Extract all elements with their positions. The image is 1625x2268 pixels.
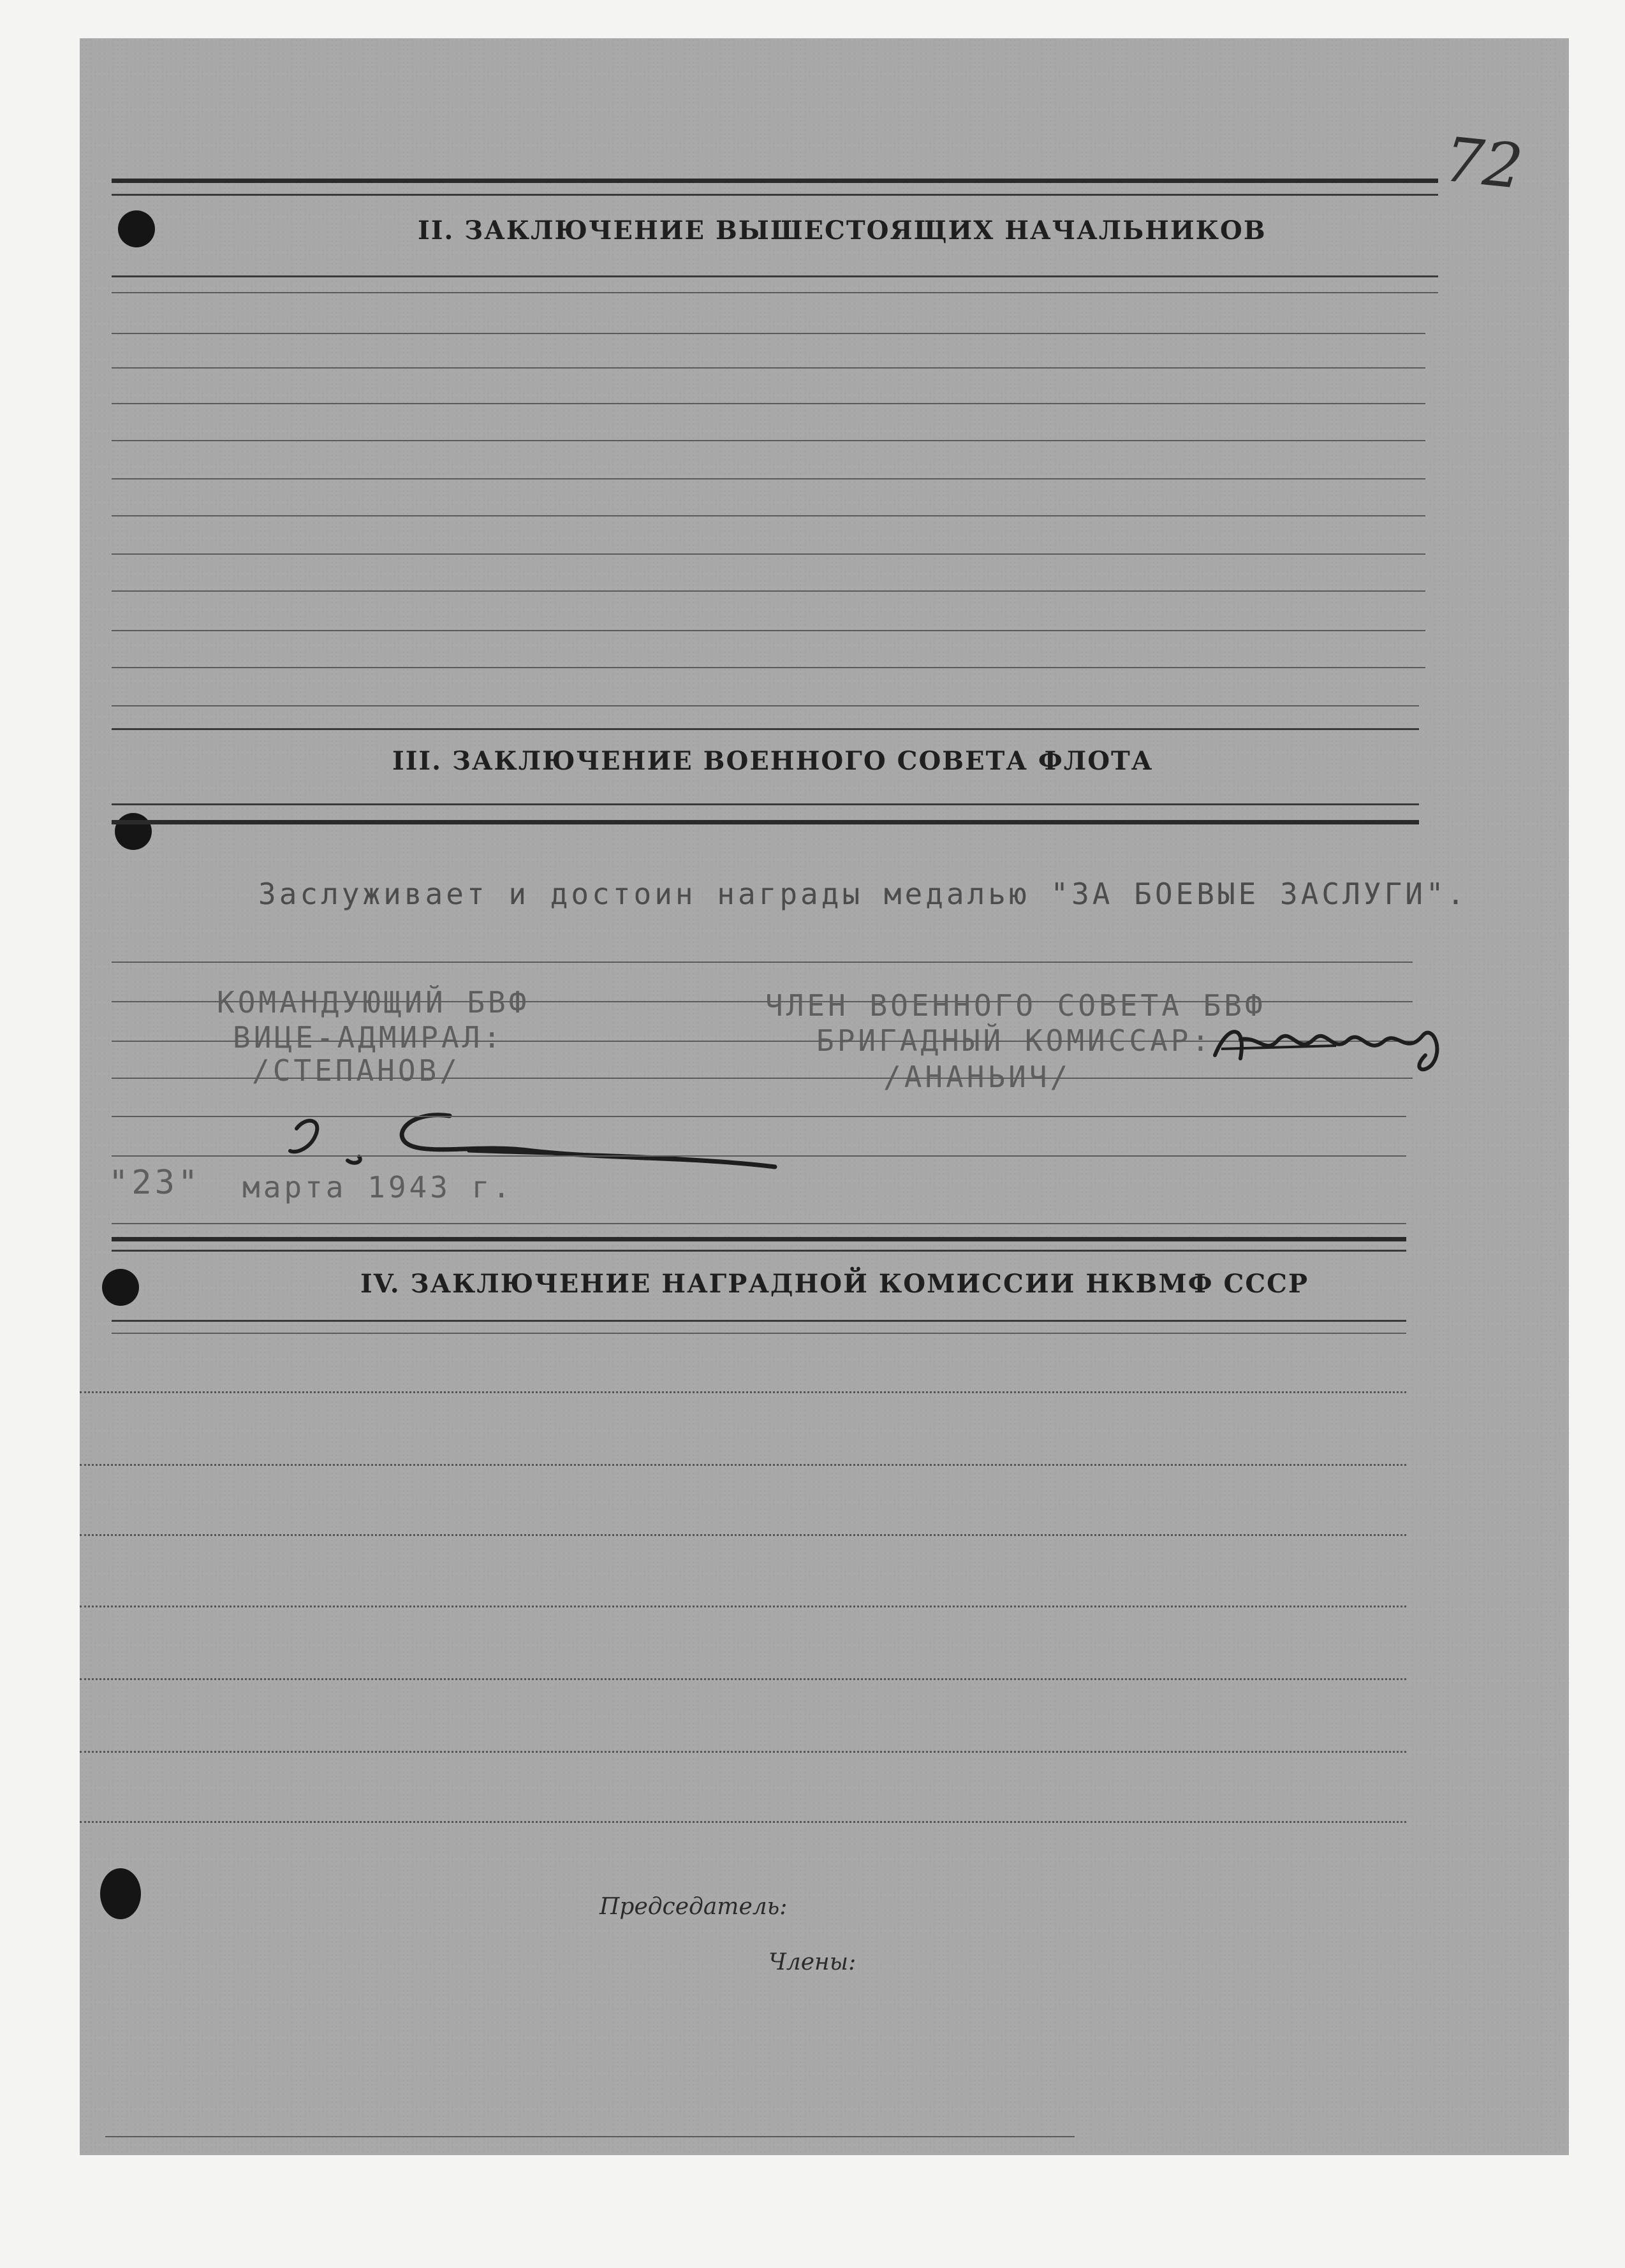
- folio-number: 72: [1441, 123, 1526, 203]
- commander-position: КОМАНДУЮЩИЙ БВФ: [217, 985, 530, 1020]
- form-line: [112, 1250, 1406, 1252]
- form-line: [112, 478, 1425, 479]
- council-member-rank: БРИГАДНЫЙ КОМИССАР:: [816, 1023, 1213, 1058]
- section-iii-heading: III. ЗАКЛЮЧЕНИЕ ВОЕННОГО СОВЕТА ФЛОТА: [392, 746, 1154, 776]
- form-line: [112, 1320, 1406, 1322]
- form-line: [112, 275, 1438, 277]
- form-line: [112, 292, 1438, 293]
- members-label: Члены:: [768, 1949, 857, 1975]
- form-line: [112, 403, 1425, 404]
- chairman-label: Председатель:: [599, 1894, 788, 1920]
- form-line: [112, 803, 1419, 805]
- form-line: [112, 333, 1425, 334]
- section-iv-heading: IV. ЗАКЛЮЧЕНИЕ НАГРАДНОЙ КОМИССИИ НКВМФ СССР: [360, 1269, 1309, 1299]
- form-line: [112, 1223, 1406, 1224]
- punch-hole: [118, 210, 155, 247]
- form-line: [112, 728, 1419, 730]
- council-member-name: /АНАНЬИЧ/: [883, 1060, 1071, 1094]
- form-line: [112, 1155, 1406, 1157]
- punch-hole: [115, 813, 152, 850]
- commander-rank: ВИЦЕ-АДМИРАЛ:: [233, 1020, 504, 1055]
- entry-line: [80, 1391, 1406, 1393]
- council-member-position: ЧЛЕН ВОЕННОГО СОВЕТА БВФ: [765, 988, 1266, 1023]
- entry-line: [80, 1606, 1406, 1607]
- form-line: [112, 194, 1438, 196]
- form-line: [112, 1116, 1406, 1117]
- entry-line: [80, 1751, 1406, 1753]
- date-day: "23": [108, 1164, 202, 1202]
- form-line: [112, 440, 1425, 441]
- section-divider: [112, 1237, 1406, 1241]
- form-line: [112, 1333, 1406, 1334]
- section-divider: [112, 820, 1419, 824]
- commander-name: /СТЕПАНОВ/: [252, 1053, 460, 1088]
- bottom-edge-line: [105, 2136, 1075, 2137]
- council-member-signature: [1202, 1011, 1483, 1081]
- scanned-document-page: [80, 38, 1569, 2155]
- form-line: [112, 553, 1425, 555]
- punch-hole: [102, 1269, 139, 1306]
- entry-line: [80, 1464, 1406, 1466]
- section-divider: [112, 179, 1438, 183]
- award-conclusion-text: Заслуживает и достоин награды медалью "ЗА БОЕВЫЕ ЗАСЛУГИ".: [258, 877, 1468, 911]
- form-line: [112, 705, 1419, 706]
- entry-line: [80, 1821, 1406, 1823]
- form-line: [112, 515, 1425, 516]
- date-month-year: марта 1943 г.: [242, 1170, 514, 1204]
- form-line: [112, 590, 1425, 592]
- form-line: [112, 367, 1425, 369]
- entry-line: [80, 1678, 1406, 1680]
- section-ii-heading: II. ЗАКЛЮЧЕНИЕ ВЫШЕСТОЯЩИХ НАЧАЛЬНИКОВ: [418, 216, 1267, 245]
- form-line: [112, 962, 1413, 963]
- form-line: [112, 630, 1425, 631]
- punch-hole: [100, 1868, 141, 1919]
- form-line: [112, 667, 1425, 668]
- entry-line: [80, 1534, 1406, 1536]
